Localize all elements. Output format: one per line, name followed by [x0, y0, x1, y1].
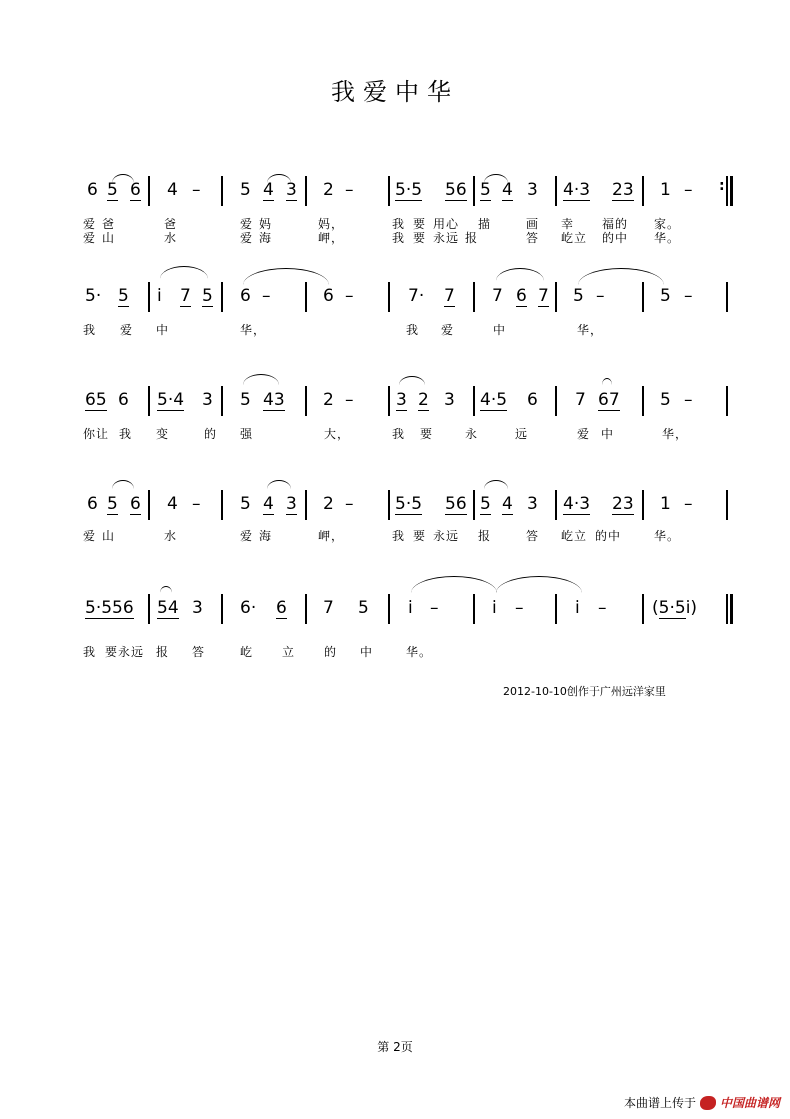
bar-line — [148, 282, 150, 312]
note: 2 — [323, 390, 334, 410]
note: 5· — [85, 286, 102, 306]
watermark-site: 中国曲谱网 — [719, 1096, 780, 1110]
note: 4 — [263, 494, 274, 514]
note: 6 — [87, 180, 98, 200]
note: 6 — [240, 286, 251, 306]
note: 3 — [396, 390, 407, 410]
bar-line — [642, 282, 644, 312]
bar-line — [148, 176, 150, 206]
note: 1 — [660, 180, 671, 200]
slur — [399, 376, 425, 385]
note: – — [684, 180, 693, 200]
note: 5 — [240, 390, 251, 410]
note: 5 — [358, 598, 369, 618]
note: 7 — [492, 286, 503, 306]
score-system-1: 6 5 6 4 – 5 4 3 2 – 5·5 56 5 4 3 4·3 23 1 – : 爱 爸 爸 爱 妈 妈， 我 要 用心 描 画 幸 福的 家。 爱 山 水 爱 海 岬， 我 要 永远 报 答 屹立 的中 华。 — [0, 170, 790, 250]
note: 6 — [118, 390, 129, 410]
bar-line — [148, 386, 150, 416]
notes-row — [0, 484, 790, 524]
bar-line — [726, 176, 728, 206]
bar-line — [148, 594, 150, 624]
slur — [267, 174, 291, 183]
note: 7 — [538, 286, 549, 306]
note: 5·4 — [157, 390, 185, 410]
note: – — [684, 286, 693, 306]
note: 5 — [107, 180, 118, 200]
bar-line — [221, 386, 223, 416]
note: – — [515, 598, 524, 618]
bar-line — [555, 490, 557, 520]
note: 3 — [527, 494, 538, 514]
note: 7 — [575, 390, 586, 410]
bar-line — [388, 386, 390, 416]
bar-line — [473, 176, 475, 206]
slur — [160, 586, 172, 593]
watermark-prefix: 本曲谱上传于 — [623, 1096, 696, 1110]
bar-line — [555, 386, 557, 416]
bar-line — [221, 594, 223, 624]
tie — [411, 576, 497, 593]
note: – — [192, 494, 201, 514]
bar-line — [726, 490, 728, 520]
note: 7 — [180, 286, 191, 306]
note: 4 — [167, 494, 178, 514]
bar-line — [148, 490, 150, 520]
note: 5·556 — [85, 598, 134, 618]
note: 4 — [263, 180, 274, 200]
note: (5·5i̇) — [652, 598, 698, 618]
slur — [484, 480, 508, 489]
bar-line — [388, 176, 390, 206]
bar-line — [555, 176, 557, 206]
note: 5·5 — [395, 494, 423, 514]
note: 5·5 — [395, 180, 423, 200]
note: 3 — [286, 494, 297, 514]
bar-line — [388, 594, 390, 624]
notes-row — [0, 588, 790, 628]
note: – — [596, 286, 605, 306]
note: 6 — [130, 180, 141, 200]
bar-line — [221, 490, 223, 520]
note: 7 — [444, 286, 455, 306]
note: 3 — [444, 390, 455, 410]
bar-line — [726, 282, 728, 312]
note: 5 — [480, 180, 491, 200]
score-system-5: 5·556 54 3 6· 6 7 5 i̇ – i̇ – i̇ – (5·5i̇) 我 要永远 报 答 屹 立 的 中 华。 — [0, 588, 790, 668]
note: – — [262, 286, 271, 306]
note: 65 — [85, 390, 107, 410]
watermark — [624, 1094, 780, 1111]
note: 5 — [240, 494, 251, 514]
slur — [267, 480, 291, 489]
note: 5 — [107, 494, 118, 514]
bar-line — [726, 594, 728, 624]
note: 4 — [167, 180, 178, 200]
bar-line — [726, 386, 728, 416]
note: 5 — [118, 286, 129, 306]
note: 7 — [323, 598, 334, 618]
score-system-2: 5· 5 i̇ 7 5 6 – 6 – 7· 7 7 6 7 5 – 5 – 我 爱 中 华， 我 爱 中 华， — [0, 276, 790, 356]
note: 6 — [527, 390, 538, 410]
note: 56 — [445, 180, 467, 200]
note: 67 — [598, 390, 620, 410]
note: 3 — [286, 180, 297, 200]
bar-line — [555, 594, 557, 624]
slur — [112, 480, 134, 489]
note: 2 — [323, 494, 334, 514]
note: 3 — [527, 180, 538, 200]
note: 43 — [263, 390, 285, 410]
tie — [496, 576, 582, 593]
slur — [160, 266, 208, 279]
note: 5 — [202, 286, 213, 306]
note: – — [192, 180, 201, 200]
note: 2 — [418, 390, 429, 410]
note: 4 — [502, 180, 513, 200]
note: 23 — [612, 180, 634, 200]
bar-line — [473, 282, 475, 312]
composition-credit: 2012-10-10创作于广州远洋家里 — [503, 685, 666, 698]
bar-line — [305, 176, 307, 206]
tie — [578, 268, 664, 285]
note: 5 — [240, 180, 251, 200]
note: 4 — [502, 494, 513, 514]
tie — [243, 268, 329, 285]
bar-line — [305, 594, 307, 624]
note: 6 — [276, 598, 287, 618]
note: 5 — [573, 286, 584, 306]
note: 6 — [323, 286, 334, 306]
score-system-4: 6 5 6 4 – 5 4 3 2 – 5·5 56 5 4 3 4·3 23 1 – 爱 山 水 爱 海 岬， 我 要 永远 报 答 屹立 的中 华。 — [0, 484, 790, 564]
note: – — [430, 598, 439, 618]
note: 7· — [408, 286, 425, 306]
note: 23 — [612, 494, 634, 514]
note: – — [345, 494, 354, 514]
note: 6 — [516, 286, 527, 306]
bar-line — [305, 490, 307, 520]
note: – — [345, 390, 354, 410]
bar-line — [388, 282, 390, 312]
bar-line — [473, 594, 475, 624]
note: 5 — [660, 286, 671, 306]
note: 4·5 — [480, 390, 508, 410]
note: 1 — [660, 494, 671, 514]
note: 3 — [192, 598, 203, 618]
bar-line — [305, 282, 307, 312]
notes-row — [0, 380, 790, 420]
note: 5 — [480, 494, 491, 514]
slur — [484, 174, 508, 183]
note: 4·3 — [563, 180, 591, 200]
site-logo-icon — [700, 1096, 716, 1110]
slur — [496, 268, 544, 281]
bar-line — [642, 490, 644, 520]
bar-line — [555, 282, 557, 312]
slur — [602, 378, 612, 385]
score-system-3: 65 6 5·4 3 5 43 2 – 3 2 3 4·5 6 7 67 5 – 你让 我 变 的 强 大， 我 要 永 远 爱 中 华， — [0, 380, 790, 460]
note: – — [345, 286, 354, 306]
note: – — [598, 598, 607, 618]
note: i̇ — [408, 598, 413, 618]
bar-line — [642, 176, 644, 206]
note: 6 — [130, 494, 141, 514]
note: – — [345, 180, 354, 200]
note: 6· — [240, 598, 257, 618]
note: i̇ — [157, 286, 162, 306]
bar-line — [642, 386, 644, 416]
note: i̇ — [492, 598, 497, 618]
final-bar — [730, 594, 733, 624]
note: 5 — [660, 390, 671, 410]
bar-line — [642, 594, 644, 624]
repeat-end-bar — [730, 176, 733, 206]
page-number: 第 2页 — [377, 1040, 413, 1054]
notes-row — [0, 170, 790, 210]
note: 4·3 — [563, 494, 591, 514]
note: 2 — [323, 180, 334, 200]
bar-line — [305, 386, 307, 416]
bar-line — [221, 176, 223, 206]
repeat-dots: : — [719, 178, 725, 194]
page-title: 我爱中华 — [331, 78, 459, 106]
note: – — [684, 494, 693, 514]
slur — [112, 174, 134, 183]
note: i̇ — [575, 598, 580, 618]
note: 3 — [202, 390, 213, 410]
notes-row — [0, 276, 790, 316]
bar-line — [473, 386, 475, 416]
note: 54 — [157, 598, 179, 618]
note: 6 — [87, 494, 98, 514]
bar-line — [221, 282, 223, 312]
note: 56 — [445, 494, 467, 514]
slur — [243, 374, 279, 385]
note: – — [684, 390, 693, 410]
bar-line — [473, 490, 475, 520]
bar-line — [388, 490, 390, 520]
